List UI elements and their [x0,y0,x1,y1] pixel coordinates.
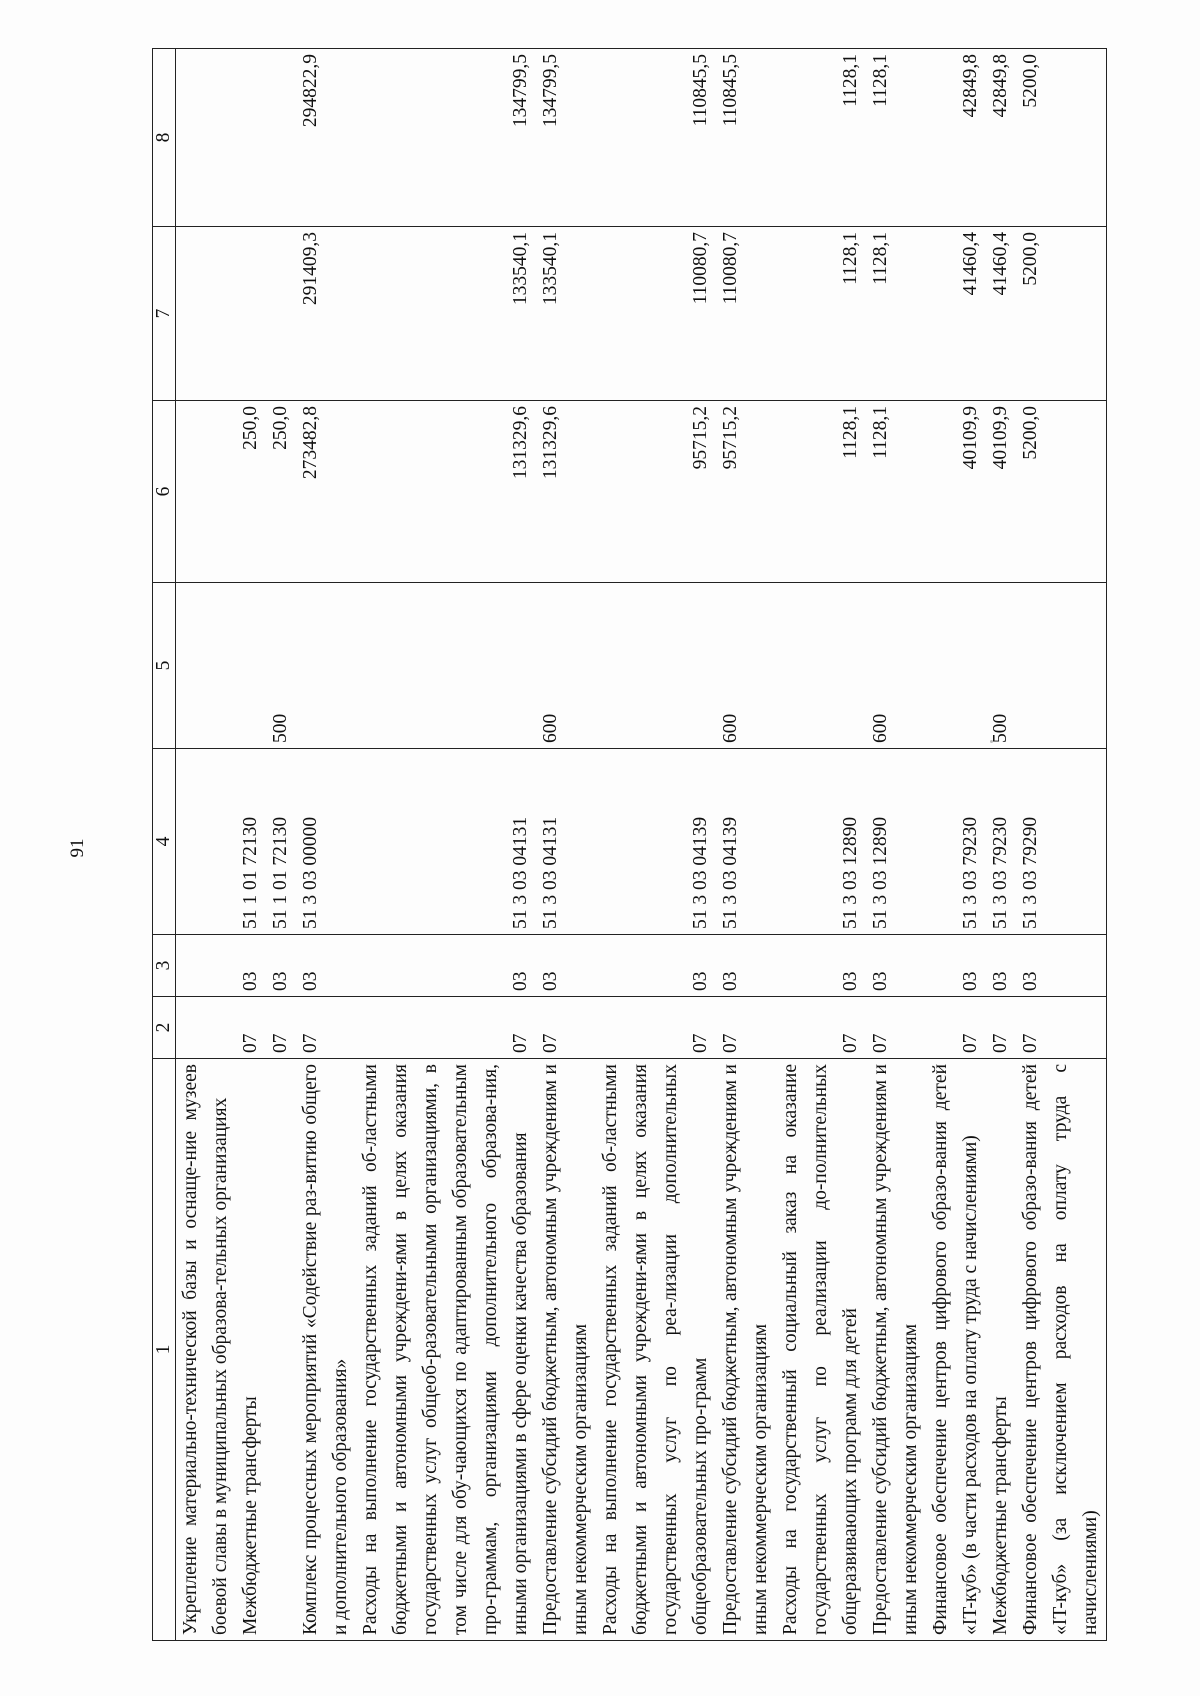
row-csr: 51 3 03 79290 [1016,749,1107,935]
table-row [716,49,776,1641]
col-header-4: 4 [153,749,176,935]
row-pr: 03 [596,935,716,997]
row-vr [776,583,866,749]
pr-value: 03 [240,971,261,991]
row-pr: 03 [716,935,776,997]
row-v2023: 1128,1 [866,49,926,227]
amount-col6: 250,0 [270,406,291,450]
row-name-text: Финансовое обеспечение центров цифрового образо-вания детей «IT-куб» (в части расходов на оплату труда с начислениями) [930,1064,981,1635]
row-pr: 03 [536,935,596,997]
csr-value: 51 1 01 72130 [270,816,291,929]
row-name: Финансовое обеспечение центров цифрового образо-вания детей «IT-куб» (за исключением расходов на оплату труда с начислениями) [1016,1059,1107,1641]
row-v2022 [176,227,297,401]
col-header-6: 6 [153,401,176,583]
row-pr: 03 [356,935,536,997]
row-v2022: 5200,0 [1016,227,1107,401]
row-v2023: 134799,5 [536,49,596,227]
row-v2021: 131329,6 [536,401,596,583]
amount-col8: 42849,8 [990,54,1011,118]
row-rz: 07 [596,997,716,1059]
row-name: Предоставление субсидий бюджетным, автономным учреждениям и иным некоммерческим организациям [536,1059,596,1641]
row-vr: 600 [536,583,596,749]
row-v2022: 133540,1 [536,227,596,401]
row-pr [176,935,297,997]
row-vr [176,583,297,749]
row-pr: 03 [1016,935,1107,997]
row-v2022: 1128,1 [776,227,866,401]
row-name [926,1059,1016,1641]
col-header-7: 7 [153,227,176,401]
header-row [153,49,176,1641]
col-header-5: 5 [153,583,176,749]
table-row [536,49,596,1641]
row-name [176,1059,297,1641]
row-v2021: 1128,1 [866,401,926,583]
row-rz: 07 [866,997,926,1059]
row-v2023: 1128,1 [776,49,866,227]
rz-value: 07 [270,1033,291,1053]
table-row [1016,49,1107,1641]
row-rz [926,997,1016,1059]
row-v2022: 110080,7 [596,227,716,401]
row-csr: 51 3 03 00000 [296,749,356,935]
row-v2021: 131329,6 [356,401,536,583]
row-csr [176,749,297,935]
row-v2023: 5200,0 [1016,49,1107,227]
row-pr: 03 [776,935,866,997]
table-row [356,49,536,1641]
vr-value: 500 [990,713,1011,743]
row-v2022: 133540,1 [356,227,536,401]
rz-value: 07 [240,1033,261,1053]
col-header-3: 3 [153,935,176,997]
row-v2023: 134799,5 [356,49,536,227]
row-v2022: 291409,3 [296,227,356,401]
table-row [776,49,866,1641]
row-v2021 [926,401,1016,583]
rz-value: 07 [960,1033,981,1053]
row-csr: 51 3 03 04131 [536,749,596,935]
row-v2022 [926,227,1016,401]
row-v2023: 110845,5 [716,49,776,227]
table-row [596,49,716,1641]
pr-value: 03 [960,971,981,991]
row-vr [596,583,716,749]
row-name: Комплекс процессных мероприятий «Содействие раз-витию общего и дополнительного образования» [296,1059,356,1641]
amount-col8: 42849,8 [960,54,981,118]
row-v2021: 1128,1 [776,401,866,583]
amount-col6: 40109,9 [960,406,981,470]
row-rz: 07 [356,997,536,1059]
row-name: Расходы на выполнение государственных заданий об-ластными бюджетными и автономными учреждени-ями в целях оказания государственных услуг по реа-лизации дополнительных общеобразовательных про-грамм [596,1059,716,1641]
budget-table [152,48,1107,1641]
row-v2023 [176,49,297,227]
row-name: Предоставление субсидий бюджетным, автономным учреждениям и иным некоммерческим организациям [866,1059,926,1641]
page-number: 91 [67,838,88,858]
row-name-text: Укрепление материально-технической базы и оснаще-ние музеев боевой славы в муниципальных образова-тельных организациях [180,1064,231,1635]
row-csr: 51 3 03 04139 [596,749,716,935]
table-row [926,49,1016,1641]
row-rz: 07 [1016,997,1107,1059]
row-v2022: 110080,7 [716,227,776,401]
col-header-1: 1 [153,1059,176,1641]
csr-value: 51 3 03 79230 [960,816,981,929]
row-pr: 03 [296,935,356,997]
row-v2023 [926,49,1016,227]
row-name: Расходы на выполнение государственных заданий об-ластными бюджетными и автономными учреждени-ями в целях оказания государственных услуг общеоб-разовательными организациями, в том числе для обу-чающихся по адаптированным образовательным про-граммам, организациями дополнительного образова-ния, иными организациями в сфере оценки качества образования [356,1059,536,1641]
row-name-text: Межбюджетные трансферты [240,1396,261,1635]
row-rz: 07 [776,997,866,1059]
row-csr: 51 3 03 12890 [866,749,926,935]
row-v2023: 110845,5 [596,49,716,227]
csr-value: 51 1 01 72130 [240,816,261,929]
row-vr [356,583,536,749]
row-v2023: 294822,9 [296,49,356,227]
rotated-table-container [152,49,1144,1641]
row-rz [176,997,297,1059]
row-v2021: 95715,2 [716,401,776,583]
row-csr: 51 3 03 04131 [356,749,536,935]
row-rz: 07 [536,997,596,1059]
rz-value: 07 [990,1033,1011,1053]
row-csr: 51 3 03 04139 [716,749,776,935]
col-header-8: 8 [153,49,176,227]
row-vr: 600 [866,583,926,749]
row-pr: 03 [866,935,926,997]
table-row [866,49,926,1641]
row-v2021: 95715,2 [596,401,716,583]
row-csr: 51 3 03 12890 [776,749,866,935]
row-v2021 [176,401,297,583]
pr-value: 03 [270,971,291,991]
amount-col7: 41460,4 [960,232,981,296]
row-csr [926,749,1016,935]
col-header-2: 2 [153,997,176,1059]
row-v2021: 5200,0 [1016,401,1107,583]
vr-value: 500 [270,713,291,743]
csr-value: 51 3 03 79230 [990,816,1011,929]
row-name-text: Межбюджетные трансферты [990,1396,1011,1635]
row-v2022: 1128,1 [866,227,926,401]
row-vr [296,583,356,749]
row-rz: 07 [296,997,356,1059]
amount-col7: 41460,4 [990,232,1011,296]
row-name: Предоставление субсидий бюджетным, автономным учреждениям и иным некоммерческим организациям [716,1059,776,1641]
vr-value [956,588,986,743]
vr-value [236,588,266,743]
amount-col6: 250,0 [240,406,261,450]
row-pr [926,935,1016,997]
row-rz: 07 [716,997,776,1059]
pr-value: 03 [990,971,1011,991]
table-row [176,49,297,1641]
row-v2021: 273482,8 [296,401,356,583]
row-vr [926,583,1016,749]
row-name: Расходы на государственный социальный заказ на оказание государственных услуг по реализации до-полнительных общеразвивающих программ для детей [776,1059,866,1641]
amount-col6: 40109,9 [990,406,1011,470]
table-row [296,49,356,1641]
row-vr [1016,583,1107,749]
row-vr: 600 [716,583,776,749]
